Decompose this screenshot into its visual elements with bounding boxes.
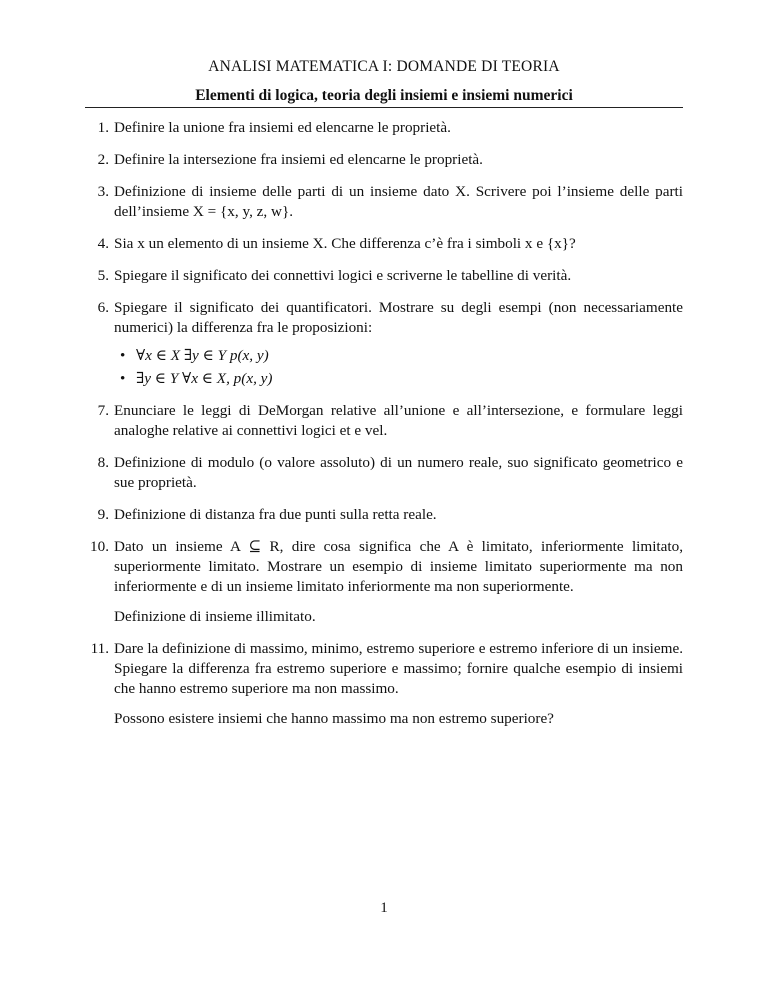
header-rule xyxy=(85,107,683,108)
question-item xyxy=(85,505,683,525)
question-number: 11. xyxy=(90,640,109,657)
question-text: Definizione di insieme illimitato. xyxy=(114,608,316,625)
question-item xyxy=(85,537,683,627)
question-number: 4. xyxy=(97,235,109,252)
question-number: 2. xyxy=(97,151,109,168)
bullet-icon: • xyxy=(120,370,126,387)
question-number: 3. xyxy=(97,183,109,200)
question-number: 8. xyxy=(97,454,109,471)
proposition-item xyxy=(114,346,683,366)
question-item xyxy=(85,401,683,441)
question-text: Dare la definizione di massimo, minimo, estremo superiore e estremo inferiore di un insieme. Spiegare la differenza fra estremo superiore e massimo; fornire qualche esempio di insiemi che hanno estremo superiore ma non massimo. xyxy=(114,640,683,697)
question-item xyxy=(85,266,683,286)
page-number: 1 xyxy=(380,900,388,916)
question-number: 6. xyxy=(97,299,109,316)
question-text: Possono esistere insiemi che hanno massimo ma non estremo superiore? xyxy=(114,710,554,727)
question-text: Definizione di distanza fra due punti sulla retta reale. xyxy=(114,506,437,523)
question-item xyxy=(85,234,683,254)
question-item xyxy=(85,639,683,729)
question-list xyxy=(85,118,683,741)
question-text: Spiegare il significato dei quantificatori. Mostrare su degli esempi (non necessariamente numerici) la differenza fra le proposizioni: xyxy=(114,299,683,336)
question-number: 1. xyxy=(97,119,109,136)
question-number: 5. xyxy=(97,267,109,284)
bullet-icon: • xyxy=(120,347,126,364)
document-title: ANALISI MATEMATICA I: DOMANDE DI TEORIA xyxy=(208,58,560,75)
question-item xyxy=(85,182,683,222)
question-number: 7. xyxy=(97,402,109,419)
question-text: Definizione di modulo (o valore assoluto) di un numero reale, suo significato geometrico e sue proprietà. xyxy=(114,454,683,491)
question-text: Dato un insieme A ⊆ R, dire cosa significa che A è limitato, inferiormente limitato, superiormente limitato. Mostrare un esempio di insieme limitato superiormente ma non inferiormente e di un insieme limitato inferiormente ma non superiormente. xyxy=(114,538,683,595)
question-text: Definire la unione fra insiemi ed elencarne le proprietà. xyxy=(114,119,451,136)
question-text: Definizione di insieme delle parti di un insieme dato X. Scrivere poi l’insieme delle parti dell’insieme X = {x, y, z, w}. xyxy=(114,183,683,220)
question-item xyxy=(85,453,683,493)
question-text: Spiegare il significato dei connettivi logici e scriverne le tabelline di verità. xyxy=(114,267,572,284)
question-item xyxy=(85,298,683,389)
question-text: Definire la intersezione fra insiemi ed elencarne le proprietà. xyxy=(114,151,483,168)
proposition-text: ∃y ∈ Y ∀x ∈ X, p(x, y) xyxy=(136,370,273,387)
proposition-text: ∀x ∈ X ∃y ∈ Y p(x, y) xyxy=(136,347,269,364)
document-subtitle: Elementi di logica, teoria degli insiemi e insiemi numerici xyxy=(195,87,573,104)
question-item xyxy=(85,118,683,138)
proposition-item xyxy=(114,369,683,389)
question-number: 10. xyxy=(90,538,109,555)
question-item xyxy=(85,150,683,170)
proposition-list xyxy=(114,346,683,389)
question-text: Sia x un elemento di un insieme X. Che differenza c’è fra i simboli x e {x}? xyxy=(114,235,576,252)
question-text: Enunciare le leggi di DeMorgan relative all’unione e all’intersezione, e formulare leggi analoghe relative ai connettivi logici et e vel. xyxy=(114,402,683,439)
question-number: 9. xyxy=(97,506,109,523)
